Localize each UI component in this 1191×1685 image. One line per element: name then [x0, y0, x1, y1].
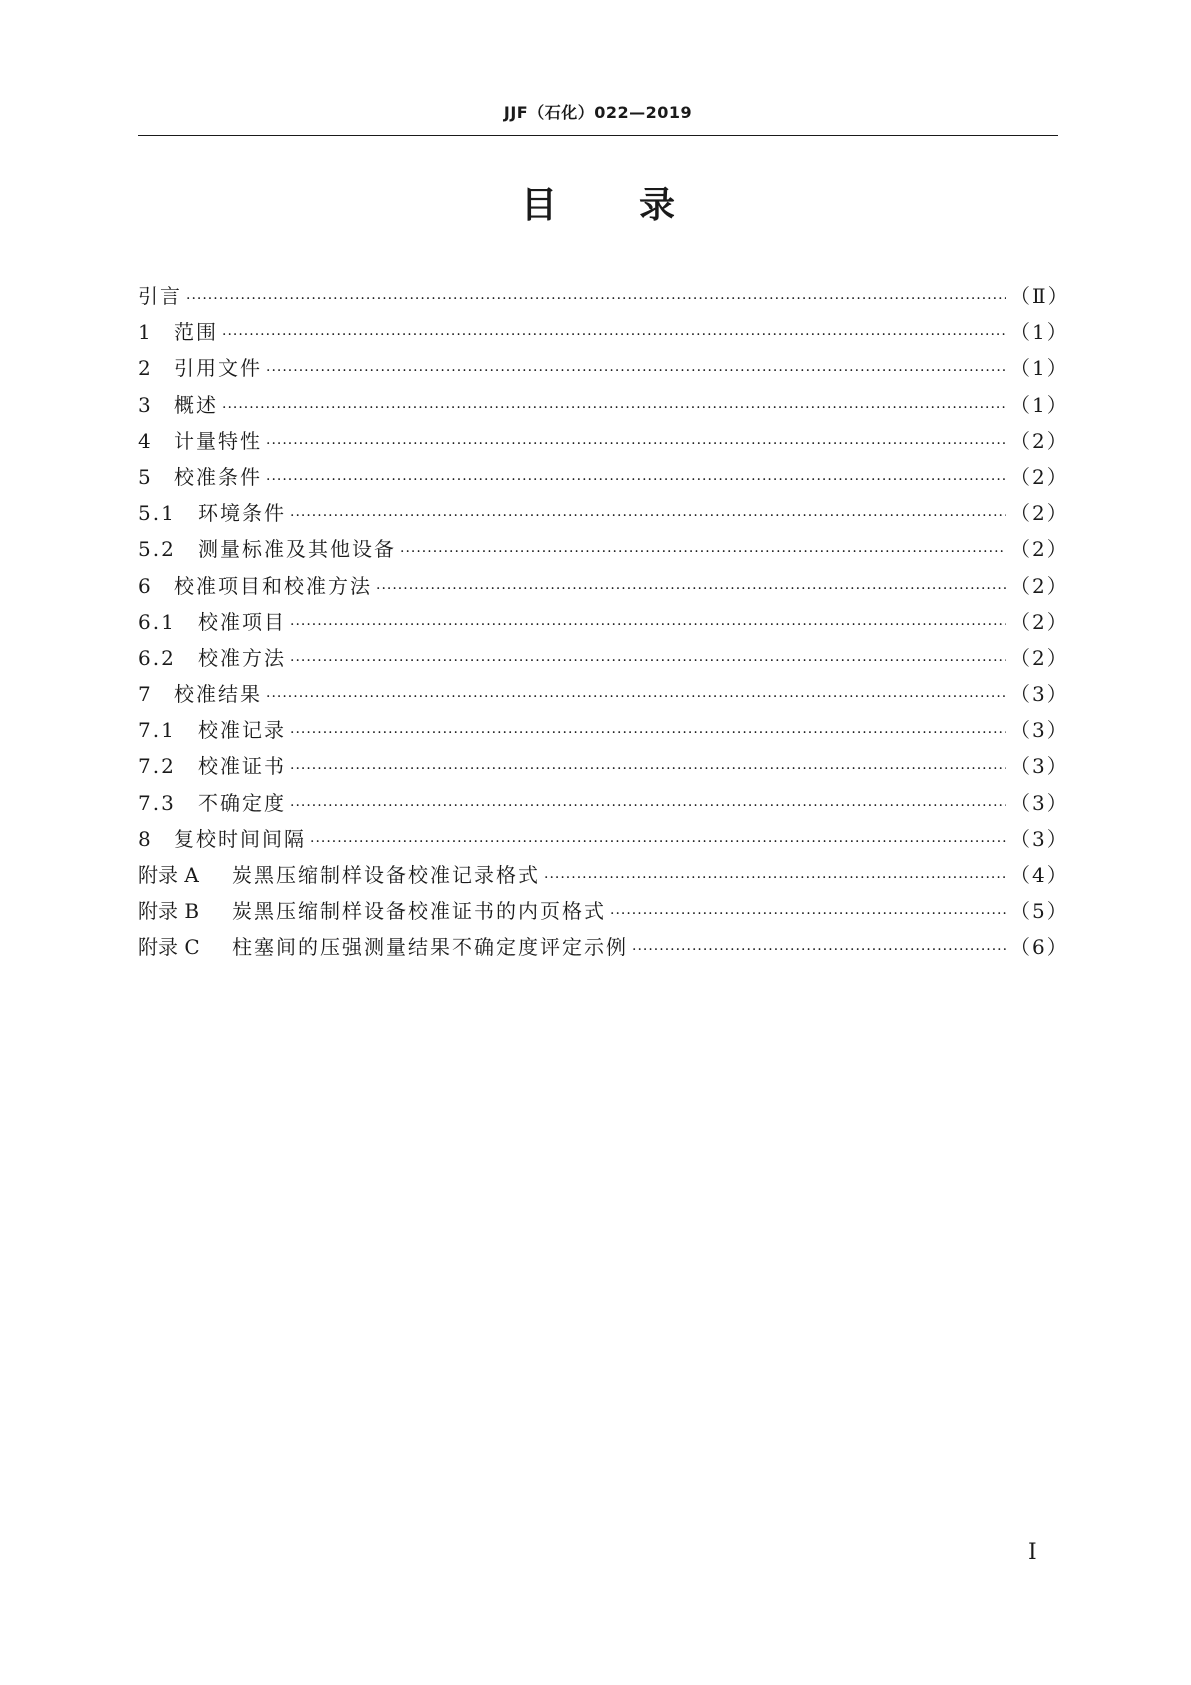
- toc-entry-number: 4: [138, 428, 153, 453]
- toc-dot-leader: [400, 534, 1006, 570]
- toc-entry-7-1[interactable]: [138, 712, 1069, 748]
- toc-entry-7[interactable]: [138, 676, 1069, 712]
- toc-entry-page: （3）: [1010, 790, 1069, 815]
- toc-entry-number: 附录 A: [138, 863, 199, 887]
- toc-entry-title: 校准条件: [174, 464, 262, 489]
- toc-entry-number: 1: [138, 320, 153, 345]
- toc-entry-6-2[interactable]: [138, 640, 1069, 676]
- toc-dot-leader: [266, 462, 1006, 498]
- toc-entry-title: 柱塞间的压强测量结果不确定度评定示例: [232, 935, 628, 960]
- toc-entry-number: 5.2: [138, 537, 176, 562]
- toc-entry-title: 引用文件: [174, 356, 262, 381]
- page-header-standard-code: JJF（石化）022—2019: [503, 103, 693, 122]
- toc-entry-number: 5: [138, 464, 153, 489]
- toc-entry-number: 附录 C: [138, 935, 200, 960]
- toc-entry-page: （3）: [1010, 826, 1069, 851]
- toc-entry-page: （2）: [1010, 537, 1069, 562]
- toc-entry-title: 不确定度: [198, 790, 286, 815]
- toc-dot-leader: [544, 860, 1006, 896]
- toc-dot-leader: [290, 751, 1006, 787]
- toc-entry-title: 测量标准及其他设备: [198, 537, 396, 562]
- toc-entry-number: 6: [138, 573, 153, 598]
- toc-dot-leader: [222, 317, 1006, 353]
- toc-entry-page: （1）: [1010, 356, 1069, 381]
- table-of-contents: [138, 278, 1070, 966]
- toc-dot-leader: [290, 498, 1006, 534]
- toc-entry-number: 7: [138, 682, 153, 707]
- toc-dot-leader: [290, 607, 1006, 643]
- toc-entry-title: 炭黑压缩制样设备校准记录格式: [232, 863, 540, 887]
- toc-dot-leader: [290, 643, 1006, 679]
- toc-entry-appendix-b[interactable]: [138, 893, 1069, 929]
- page-number: Ⅰ: [1028, 1540, 1037, 1565]
- toc-entry-number: 7.3: [138, 790, 176, 815]
- toc-entry-page: （6）: [1010, 935, 1069, 960]
- toc-entry-page: （2）: [1010, 428, 1069, 453]
- toc-dot-leader: [186, 281, 1006, 317]
- toc-entry-page: （3）: [1010, 718, 1069, 743]
- toc-entry-title: 概述: [174, 392, 218, 417]
- toc-entry-title: 引言: [138, 284, 182, 308]
- toc-entry-appendix-a[interactable]: [138, 857, 1069, 893]
- toc-entry-title: 校准项目: [198, 609, 286, 634]
- toc-entry-6-1[interactable]: [138, 604, 1069, 640]
- toc-entry-page: （2）: [1010, 609, 1069, 634]
- toc-entry-2[interactable]: [138, 350, 1069, 386]
- toc-entry-page: （2）: [1010, 501, 1069, 526]
- toc-entry-title: 范围: [174, 320, 218, 345]
- toc-entry-5-1[interactable]: [138, 495, 1069, 531]
- toc-entry-5[interactable]: [138, 459, 1069, 495]
- header-divider: [138, 135, 1058, 136]
- toc-dot-leader: [376, 571, 1006, 607]
- toc-dot-leader: [290, 788, 1006, 824]
- toc-entry-title: 炭黑压缩制样设备校准证书的内页格式: [232, 899, 606, 924]
- toc-entry-title: 校准方法: [198, 645, 286, 670]
- toc-entry-page: （2）: [1010, 573, 1069, 598]
- toc-entry-1[interactable]: [138, 314, 1069, 350]
- toc-entry-number: 6.1: [138, 609, 176, 634]
- toc-entry-number: 8: [138, 826, 153, 851]
- toc-dot-leader: [222, 390, 1006, 426]
- toc-entry-5-2[interactable]: [138, 531, 1069, 567]
- toc-entry-number: 7.2: [138, 754, 176, 779]
- toc-dot-leader: [310, 824, 1006, 860]
- toc-dot-leader: [290, 715, 1006, 751]
- toc-dot-leader: [610, 896, 1006, 932]
- toc-entry-3[interactable]: [138, 387, 1069, 423]
- toc-entry-7-2[interactable]: [138, 748, 1069, 784]
- toc-entry-7-3[interactable]: [138, 785, 1069, 821]
- toc-dot-leader: [266, 426, 1006, 462]
- toc-entry-number: 5.1: [138, 501, 176, 526]
- toc-dot-leader: [632, 932, 1006, 968]
- toc-entry-4[interactable]: [138, 423, 1069, 459]
- toc-entry-page: （4）: [1010, 863, 1069, 887]
- toc-entry-title: 计量特性: [174, 428, 262, 453]
- toc-entry-number: 2: [138, 356, 153, 381]
- toc-entry-number: 附录 B: [138, 899, 200, 924]
- toc-entry-page: （3）: [1010, 754, 1069, 779]
- toc-entry-page: （3）: [1010, 682, 1069, 707]
- toc-entry-title: 环境条件: [198, 501, 286, 526]
- toc-entry-8[interactable]: [138, 821, 1069, 857]
- toc-dot-leader: [266, 679, 1006, 715]
- toc-entry-title: 校准证书: [198, 754, 286, 779]
- toc-entry-page: （1）: [1010, 392, 1069, 417]
- toc-entry-6[interactable]: [138, 568, 1069, 604]
- toc-entry-number: 7.1: [138, 718, 176, 743]
- toc-entry-number: 3: [138, 392, 153, 417]
- toc-entry-page: （2）: [1010, 645, 1069, 670]
- toc-entry-number: 6.2: [138, 645, 176, 670]
- toc-entry-title: 复校时间间隔: [174, 826, 306, 851]
- toc-entry-introduction[interactable]: [138, 278, 1070, 314]
- toc-entry-title: 校准项目和校准方法: [174, 573, 372, 598]
- toc-entry-appendix-c[interactable]: [138, 929, 1069, 965]
- toc-entry-page: （5）: [1010, 899, 1069, 924]
- toc-entry-page: （1）: [1010, 320, 1069, 345]
- toc-title: 目录: [520, 185, 757, 226]
- toc-dot-leader: [266, 353, 1006, 389]
- toc-entry-page: （Ⅱ）: [1010, 284, 1070, 308]
- toc-entry-title: 校准记录: [198, 718, 286, 743]
- toc-entry-page: （2）: [1010, 464, 1069, 489]
- toc-entry-title: 校准结果: [174, 682, 262, 707]
